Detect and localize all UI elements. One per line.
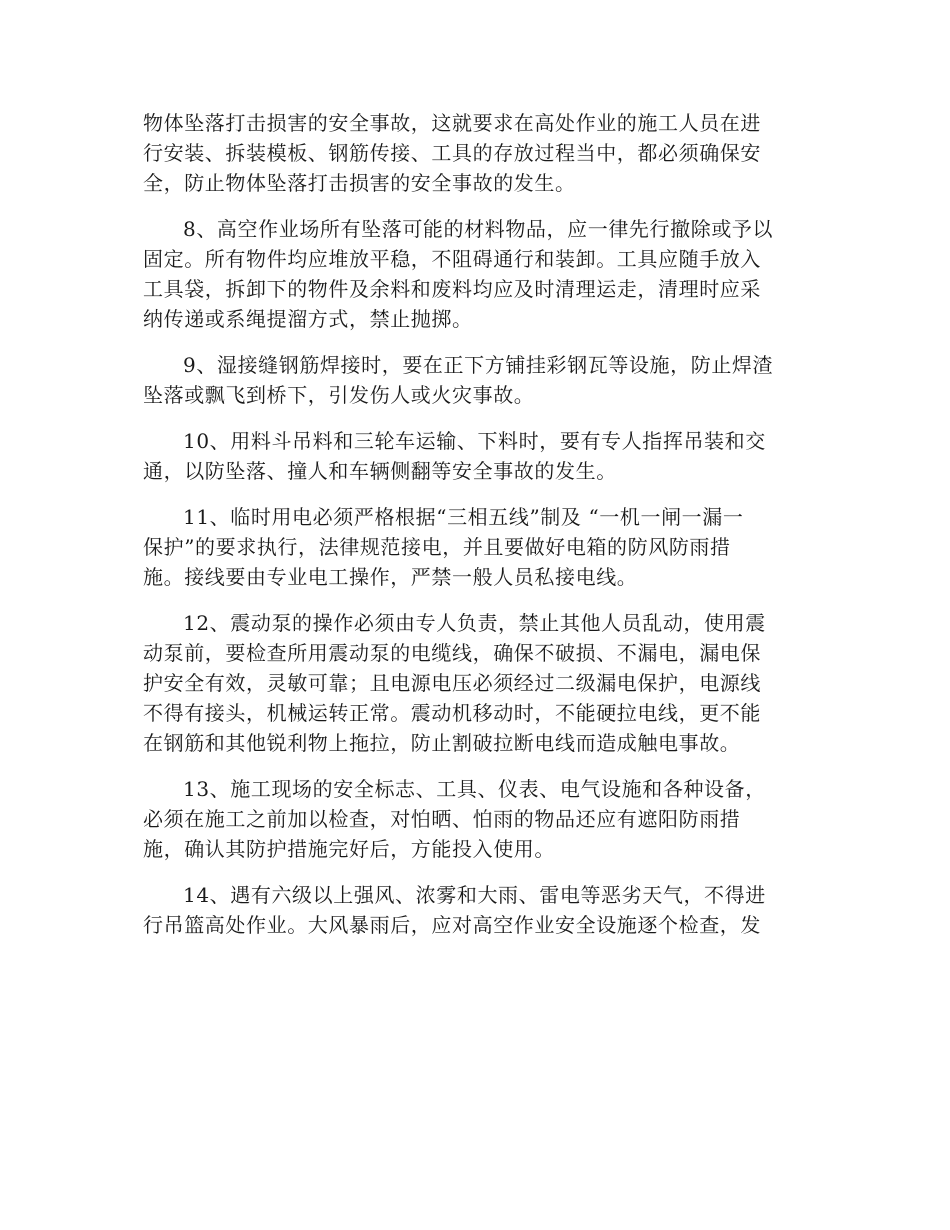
paragraph-item-11 bbox=[143, 502, 805, 592]
text-line: 行吊篮高处作业。大风暴雨后，应对高空作业安全设施逐个检查，发 bbox=[143, 913, 761, 937]
text-line: 物体坠落打击损害的安全事故，这就要求在高处作业的施工人员在进 bbox=[143, 111, 761, 135]
text-line: 施，确认其防护措施完好后，方能投入使用。 bbox=[143, 837, 555, 861]
paragraph-item-12 bbox=[143, 608, 805, 758]
text-line: 保护”的要求执行，法律规范接电，并且要做好电箱的防风防雨措 bbox=[143, 535, 731, 559]
text-line: 纳传递或系绳提溜方式，禁止抛掷。 bbox=[143, 307, 473, 331]
text-line: 动泵前，要检查所用震动泵的电缆线，确保不破损、不漏电，漏电保 bbox=[143, 641, 761, 665]
paragraph-item-9 bbox=[143, 350, 805, 410]
text-line: 不得有接头，机械运转正常。震动机移动时，不能硬拉电线，更不能 bbox=[143, 701, 761, 725]
text-line: 12、震动泵的操作必须由专人负责，禁止其他人员乱动，使用震 bbox=[183, 611, 766, 635]
text-line: 坠落或飘飞到桥下，引发伤人或火灾事故。 bbox=[143, 383, 535, 407]
text-line: 9、湿接缝钢筋焊接时，要在正下方铺挂彩钢瓦等设施，防止焊渣 bbox=[183, 353, 774, 377]
text-line: 8、高空作业场所有坠落可能的材料物品，应一律先行撤除或予以 bbox=[183, 217, 774, 241]
paragraph-continued bbox=[143, 108, 805, 198]
text-line: 必须在施工之前加以检查，对怕晒、怕雨的物品还应有遮阳防雨措 bbox=[143, 807, 741, 831]
text-line: 固定。所有物件均应堆放平稳，不阻碍通行和装卸。工具应随手放入 bbox=[143, 247, 761, 271]
text-line: 通，以防坠落、撞人和车辆侧翻等安全事故的发生。 bbox=[143, 459, 617, 483]
text-line: 护安全有效，灵敏可靠；且电源电压必须经过二级漏电保护，电源线 bbox=[143, 671, 761, 695]
document-body bbox=[143, 108, 805, 956]
text-line: 行安装、拆装模板、钢筋传接、工具的存放过程当中，都必须确保安 bbox=[143, 141, 761, 165]
text-line: 14、遇有六级以上强风、浓雾和大雨、雷电等恶劣天气，不得进 bbox=[183, 883, 766, 907]
text-line: 10、用料斗吊料和三轮车运输、下料时，要有专人指挥吊装和交 bbox=[183, 429, 766, 453]
paragraph-item-8 bbox=[143, 214, 805, 334]
text-line: 工具袋，拆卸下的物件及余料和废料均应及时清理运走，清理时应采 bbox=[143, 277, 761, 301]
paragraph-item-10 bbox=[143, 426, 805, 486]
text-line: 全，防止物体坠落打击损害的安全事故的发生。 bbox=[143, 171, 576, 195]
text-line: 施。接线要由专业电工操作，严禁一般人员私接电线。 bbox=[143, 565, 638, 589]
paragraph-item-13 bbox=[143, 774, 805, 864]
text-line: 在钢筋和其他锐利物上拖拉，防止割破拉断电线而造成触电事故。 bbox=[143, 731, 741, 755]
paragraph-item-14 bbox=[143, 880, 805, 940]
text-line: 11、临时用电必须严格根据“三相五线”制及 “一机一闸一漏一 bbox=[183, 505, 744, 529]
text-line: 13、施工现场的安全标志、工具、仪表、电气设施和各种设备， bbox=[183, 777, 766, 801]
